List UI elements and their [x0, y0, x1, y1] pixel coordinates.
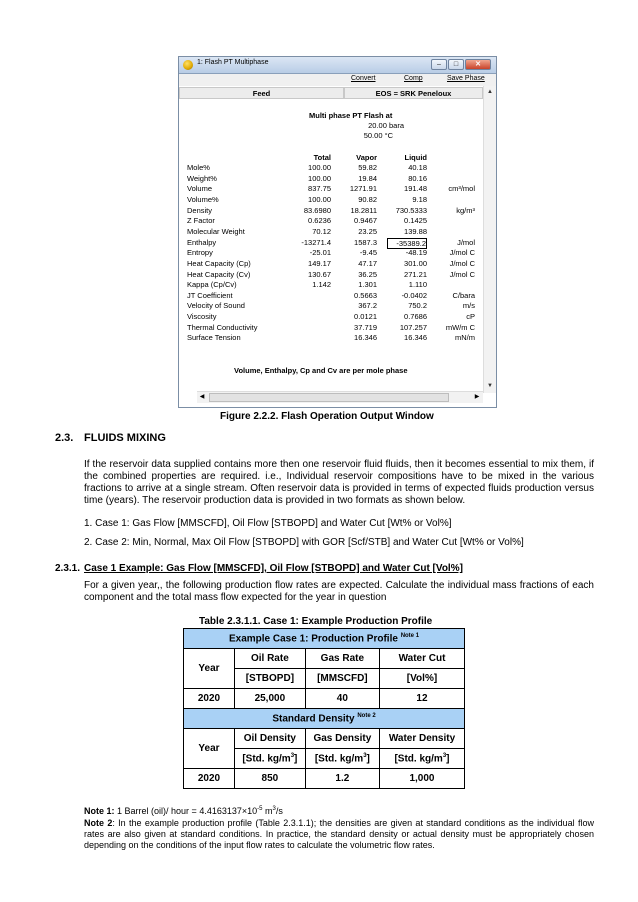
figure-caption: Figure 2.2.2. Flash Operation Output Window	[220, 411, 434, 422]
prop-label-cell: Surface Tension	[187, 333, 241, 343]
flash-pressure: 20.00 bara	[368, 121, 404, 130]
water-density-header: Water Density	[379, 729, 464, 749]
prop-liquid-cell[interactable]: 139.88	[404, 226, 427, 236]
column-vapor: Vapor	[356, 153, 377, 162]
prop-unit-cell[interactable]: cP	[466, 312, 475, 322]
oil-density-unit: [Std. $kg/m^3$]	[235, 749, 306, 769]
prop-vapor-cell[interactable]: 1271.91	[349, 184, 377, 194]
water-cut-header: Water Cut	[379, 649, 464, 669]
prop-vapor-cell[interactable]: 1.301	[358, 280, 377, 290]
prop-vapor-cell[interactable]: 16.346	[354, 333, 377, 343]
prop-total-cell[interactable]: -13271.4	[301, 237, 331, 247]
scroll-left-arrow-icon[interactable]: ◀	[199, 394, 205, 400]
prop-total-cell[interactable]: 130.67	[308, 269, 331, 279]
prop-vapor-cell[interactable]: 0.9467	[354, 216, 377, 226]
prop-liquid-cell[interactable]: 9.18	[412, 194, 427, 204]
prop-unit-cell[interactable]: J/mol	[457, 237, 475, 247]
prop-unit-cell[interactable]: J/mol C	[449, 269, 475, 279]
prop-label-cell: Thermal Conductivity	[187, 322, 258, 332]
water-cut-value: 12	[379, 689, 464, 709]
oil-rate-value: 25,000	[235, 689, 306, 709]
prop-liquid-cell[interactable]: 80.16	[408, 173, 427, 183]
prop-liquid-cell[interactable]: -48.19	[405, 248, 427, 258]
gas-density-unit: [Std. $kg/m^3$]	[305, 749, 379, 769]
prop-unit-cell[interactable]: kg/m³	[456, 205, 475, 215]
prop-total-cell[interactable]: 0.6236	[308, 216, 331, 226]
horizontal-scroll-thumb[interactable]	[209, 393, 449, 402]
prop-label-cell: Molecular Weight	[187, 226, 245, 236]
gas-rate-value: 40	[305, 689, 379, 709]
prop-total-cell[interactable]: 100.00	[308, 194, 331, 204]
note-1: Note 1: 1 Barrel (oil)/ hour = $4.4163137\times 10^{-5}$ $m^3/s$	[84, 806, 283, 816]
oil-density-header: Oil Density	[235, 729, 306, 749]
subsection-title: Case 1 Example: Gas Flow [MMSCFD], Oil Flow [STBOPD] and Water Cut [Vol%]	[84, 563, 463, 574]
prop-vapor-cell[interactable]: 1587.3	[354, 237, 377, 247]
intro-paragraph: If the reservoir data supplied contains more then one reservoir fluid fluids, then it becomes essential to mix them, if the combined properties are required. i.e., Individual reservoir compositions have to be mixed in the various fractions to arrive at a single stream. Often reservoir data is provided in terms of expected fluids production versus time (years). The reservoir production data is provided in two formats as shown below.	[84, 459, 594, 506]
prop-liquid-cell[interactable]: 271.21	[404, 269, 427, 279]
prop-label-cell: Heat Capacity (Cv)	[187, 269, 251, 279]
subsection-paragraph: For a given year,, the following production flow rates are expected. Calculate the individual mass fractions of each component and the total mass flow expected for the year in question	[84, 580, 594, 603]
prop-liquid-cell[interactable]: 0.7686	[404, 312, 427, 322]
prop-total-cell[interactable]: 100.00	[308, 173, 331, 183]
section-number: 2.3.	[55, 432, 74, 444]
prop-liquid-cell[interactable]: 40.18	[408, 163, 427, 172]
prop-liquid-cell[interactable]: 750.2	[408, 301, 427, 311]
year-header-2: Year	[184, 729, 235, 769]
menu-save-phase[interactable]: Save Phase	[447, 75, 485, 82]
water-cut-unit: [Vol%]	[379, 669, 464, 689]
vertical-scrollbar[interactable]	[483, 86, 496, 393]
prop-label-cell: Volume	[187, 184, 213, 194]
prop-label-cell: Heat Capacity (Cp)	[187, 258, 251, 268]
menu-convert[interactable]: Convert	[351, 75, 376, 82]
prop-unit-cell[interactable]: J/mol C	[449, 248, 475, 258]
prop-total-cell[interactable]: 100.00	[308, 163, 331, 172]
prop-label-cell: Mole%	[187, 163, 210, 172]
prop-total-cell[interactable]: 83.6980	[303, 205, 331, 215]
gas-density-header: Gas Density	[305, 729, 379, 749]
prop-total-cell[interactable]: 837.75	[308, 184, 331, 194]
column-header-feed[interactable]: Feed	[179, 87, 344, 99]
prop-unit-cell[interactable]: cm³/mol	[448, 184, 475, 194]
prop-vapor-cell[interactable]: 23.25	[358, 226, 377, 236]
prop-unit-cell[interactable]: mN/m	[455, 333, 475, 343]
prop-unit-cell[interactable]: J/mol C	[449, 258, 475, 268]
prop-vapor-cell[interactable]: 37.719	[354, 322, 377, 332]
table-band-density: Standard Density $^{Note 2}$	[184, 709, 465, 729]
density-year: 2020	[184, 769, 235, 789]
selected-cell[interactable]: -35389.2	[387, 238, 427, 249]
water-density-unit: [Std. $kg/m^3$]	[379, 749, 464, 769]
close-button[interactable]: ✕	[465, 59, 491, 70]
prop-vapor-cell[interactable]: 19.84	[358, 173, 377, 183]
column-total: Total	[313, 153, 331, 162]
prop-vapor-cell[interactable]: 90.82	[358, 194, 377, 204]
prop-label-cell: Viscosity	[187, 312, 217, 322]
prop-vapor-cell[interactable]: 367.2	[358, 301, 377, 311]
prop-liquid-cell[interactable]: 16.346	[404, 333, 427, 343]
prop-liquid-cell[interactable]: 191.48	[404, 184, 427, 194]
horizontal-scrollbar[interactable]	[197, 391, 483, 403]
menu-bar	[179, 74, 496, 86]
scroll-down-arrow-icon[interactable]: ▼	[487, 383, 493, 389]
year-header: Year	[184, 649, 235, 689]
flow-year: 2020	[184, 689, 235, 709]
menu-comp[interactable]: Comp	[404, 75, 423, 82]
prop-liquid-cell[interactable]: 107.257	[399, 322, 427, 332]
app-icon	[183, 60, 193, 70]
section-title: FLUIDS MIXING	[84, 432, 166, 444]
prop-label-cell: Kappa (Cp/Cv)	[187, 280, 237, 290]
prop-total-cell[interactable]: -25.01	[309, 248, 331, 258]
production-profile-table	[183, 628, 465, 789]
subsection-number: 2.3.1.	[55, 563, 81, 574]
prop-unit-cell[interactable]: C/bara	[452, 290, 475, 300]
gas-rate-unit: [MMSCFD]	[305, 669, 379, 689]
oil-density-value: 850	[235, 769, 306, 789]
prop-vapor-cell[interactable]: -9.45	[359, 248, 377, 258]
prop-vapor-cell[interactable]: 36.25	[358, 269, 377, 279]
flash-output-window	[178, 56, 497, 408]
prop-liquid-cell[interactable]: 730.5333	[395, 205, 427, 215]
prop-vapor-cell[interactable]: 0.0121	[354, 312, 377, 322]
prop-label-cell: JT Coefficient	[187, 290, 233, 300]
prop-label-cell: Enthalpy	[187, 237, 217, 247]
title-bar[interactable]	[179, 57, 496, 74]
scroll-right-arrow-icon[interactable]: ▶	[474, 394, 480, 400]
prop-vapor-cell[interactable]: 18.2811	[350, 205, 377, 215]
water-density-value: 1,000	[379, 769, 464, 789]
prop-label-cell: Entropy	[187, 248, 213, 258]
oil-rate-header: Oil Rate	[235, 649, 306, 669]
scroll-up-arrow-icon[interactable]: ▲	[487, 89, 493, 95]
prop-unit-cell[interactable]: m/s	[462, 301, 475, 311]
prop-liquid-cell[interactable]: -0.0402	[401, 290, 427, 300]
prop-total-cell[interactable]: 70.12	[312, 226, 331, 236]
prop-liquid-cell[interactable]: 0.1425	[404, 216, 427, 226]
prop-label-cell: Density	[187, 205, 213, 215]
note-2: Note 2: In the example production profile (Table 2.3.1.1); the densities are given at standard conditions as the individual flow rates are also given at standard conditions. In practice, the standard density or actual density must be appropriately chosen depending on the conditions of the input flow rates to calculate the volumetric flow rates.	[84, 818, 594, 850]
table-caption: Table 2.3.1.1. Case 1: Example Production Profile	[199, 616, 433, 627]
case-item-1: 1. Case 1: Gas Flow [MMSCFD], Oil Flow [STBOPD] and Water Cut [Wt% or Vol%]	[84, 518, 452, 529]
prop-label-cell: Weight%	[187, 173, 217, 183]
prop-label-cell: Z Factor	[187, 216, 215, 226]
case-item-2: 2. Case 2: Min, Normal, Max Oil Flow [STBOPD] with GOR [Scf/STB] and Water Cut [Wt% or Vol%]	[84, 537, 524, 548]
prop-label-cell: Volume%	[187, 194, 219, 204]
prop-vapor-cell[interactable]: 0.5663	[354, 290, 377, 300]
per-mole-footnote: Volume, Enthalpy, Cp and Cv are per mole phase	[234, 366, 408, 375]
prop-vapor-cell[interactable]: 59.82	[358, 163, 377, 172]
table-band-production: Example Case 1: Production Profile $^{Note 1}$	[184, 629, 465, 649]
gas-density-value: 1.2	[305, 769, 379, 789]
maximize-button[interactable]: □	[448, 59, 464, 70]
gas-rate-header: Gas Rate	[305, 649, 379, 669]
column-liquid: Liquid	[404, 153, 427, 162]
prop-liquid-cell[interactable]: 301.00	[404, 258, 427, 268]
column-header-eos[interactable]: EOS = SRK Peneloux	[344, 87, 483, 99]
minimize-button[interactable]: –	[431, 59, 447, 70]
prop-vapor-cell[interactable]: 47.17	[358, 258, 377, 268]
flash-heading: Multi phase PT Flash at	[309, 111, 393, 120]
oil-rate-unit: [STBOPD]	[235, 669, 306, 689]
prop-total-cell[interactable]: 149.17	[308, 258, 331, 268]
window-title: 1: Flash PT Multiphase	[197, 59, 269, 66]
prop-total-cell[interactable]: 1.142	[312, 280, 331, 290]
flash-temperature: 50.00 °C	[363, 131, 393, 140]
prop-liquid-cell[interactable]: 1.110	[408, 280, 427, 290]
prop-unit-cell[interactable]: mW/m C	[445, 322, 475, 332]
prop-label-cell: Velocity of Sound	[187, 301, 245, 311]
